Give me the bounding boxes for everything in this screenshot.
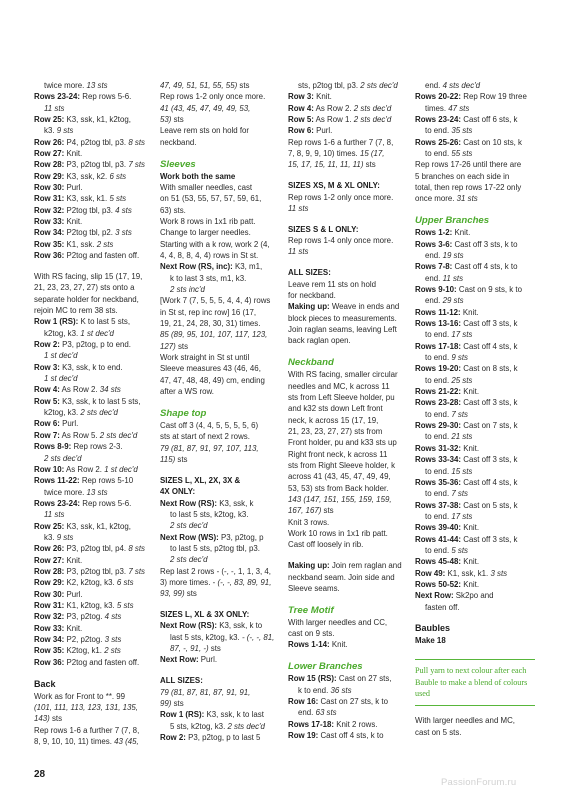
pattern-line: Row 25: K3, ssk, k1, k2tog,	[34, 115, 131, 125]
pattern-line: separate holder for neckband,	[34, 294, 139, 304]
section-heading: Lower Branches	[288, 661, 363, 673]
pattern-line: 19, 21, 24, 28, 30, 31) times.	[160, 319, 261, 329]
pattern-line: Row 30: Purl.	[34, 183, 83, 193]
pattern-line: Row 27: Knit.	[34, 555, 83, 565]
pattern-line: neck, k across 15 (17, 19,	[288, 415, 379, 425]
pattern-line: Making up: Join rem raglan and	[288, 561, 402, 571]
pattern-line: to end. 9 sts	[425, 353, 468, 363]
pattern-line: 2 sts inc'd	[170, 285, 205, 294]
pattern-line: 127) sts	[160, 341, 189, 351]
pattern-line: Rows 11-12: Knit.	[415, 307, 479, 317]
spacer	[288, 171, 403, 181]
pattern-line: end. 63 sts	[298, 708, 337, 718]
pattern-line: Next Row (RS): K3, ssk, k to	[160, 621, 263, 631]
pattern-line: Row 19: Cast off 4 sts, k to	[288, 731, 384, 740]
pattern-line: Leave rem 11 sts on hold	[288, 279, 377, 289]
pattern-line: Row 36: P2tog and fasten off.	[34, 251, 140, 261]
pattern-line: Row 15 (RS): Cast on 27 sts,	[288, 674, 392, 684]
spacer	[160, 148, 275, 158]
pattern-line: Sleeve seams.	[288, 583, 340, 593]
pattern-line: Row 29: K3, ssk, k2. 6 sts	[34, 171, 127, 181]
pattern-line: Next Row: Purl.	[160, 655, 218, 665]
pattern-line: ALL SIZES:	[288, 268, 331, 278]
pattern-line: 87, -, 91, -) sts	[170, 644, 221, 654]
spacer	[415, 205, 535, 215]
pattern-line: SIZES L, XL & 3X ONLY:	[160, 610, 250, 620]
pattern-line: 11 sts	[44, 103, 65, 113]
column-3	[288, 80, 403, 741]
pattern-line: Work both the same	[160, 171, 236, 181]
pattern-line: Row 32: P2tog tbl, p3. 4 sts	[34, 205, 132, 215]
spacer	[288, 347, 403, 357]
pattern-line: Row 5: As Row 1. 2 sts dec'd	[288, 115, 392, 125]
pattern-line: Work 8 rows in 1x1 rib patt.	[160, 216, 256, 226]
pattern-line: Rows 19-20: Cast on 8 sts, k	[415, 364, 518, 374]
spacer	[288, 651, 403, 661]
pattern-line: 11 sts	[288, 203, 309, 213]
spacer	[34, 668, 146, 678]
pattern-line: k to end. 36 sts	[298, 685, 352, 695]
spacer	[34, 262, 146, 272]
pattern-line: Rows 17-18: Cast off 4 sts, k	[415, 341, 518, 351]
spacer	[160, 397, 275, 407]
pattern-line: 85 (89, 95, 101, 107, 117, 123,	[160, 330, 268, 340]
pattern-line: Join raglan seams, leaving Left	[288, 325, 397, 335]
spacer	[160, 666, 275, 676]
pattern-line: 53, 53) sts from Back holder.	[288, 483, 389, 493]
pattern-line: Rows 13-16: Cast off 3 sts, k	[415, 319, 518, 329]
pattern-line: Row 4: As Row 2. 2 sts dec'd	[288, 103, 392, 113]
pattern-line: 8, 9, 10, 10, 11) times. 43 (45,	[34, 736, 139, 746]
pattern-line: Making up: Weave in ends and	[288, 302, 400, 312]
pattern-line: for neckband.	[288, 291, 336, 300]
pattern-line: 4X ONLY:	[160, 487, 196, 497]
pattern-line: end. 11 sts	[425, 273, 464, 283]
pattern-line: Row 5: K3, ssk, k to last 5 sts,	[34, 396, 141, 406]
pattern-line: Rows 25-26: Cast on 10 sts, k	[415, 137, 523, 147]
pattern-line: to end. 15 sts	[425, 466, 473, 476]
pattern-line: sts from Left Sleeve holder, pu	[288, 392, 395, 402]
pattern-line: 3) more times. - (-, -, 83, 89, 91,	[160, 577, 272, 587]
pattern-line: Next Row (RS, inc): K3, m1,	[160, 262, 263, 272]
pattern-line: Row 1 (RS): K to last 5 sts,	[34, 317, 131, 327]
pattern-line: Row 36: P2tog and fasten off.	[34, 657, 140, 667]
pattern-line: Rows 37-38: Cast on 5 sts, k	[415, 500, 518, 510]
tip-box: Pull yarn to next colour after each Bauble to make a blend of colours used	[415, 659, 535, 706]
spacer	[415, 613, 535, 623]
pattern-line: across 41 (43, 45, 47, 49, 49,	[288, 472, 391, 482]
pattern-line: Rows 39-40: Knit.	[415, 523, 480, 533]
pattern-line: Row 3: Knit.	[288, 92, 332, 102]
column-2	[160, 80, 275, 743]
pattern-line: 41 (43, 45, 47, 49, 49, 53,	[160, 103, 251, 113]
pattern-line: Knit 3 rows.	[288, 517, 330, 527]
watermark: PassionForum.ru	[441, 777, 517, 788]
pattern-line: Row 49: K1, ssk, k1. 3 sts	[415, 568, 508, 578]
pattern-line: total, then rep rows 17-22 only	[415, 183, 522, 193]
pattern-line: Rows 20-22: Rep Row 19 three	[415, 92, 527, 102]
pattern-line: (101, 111, 113, 123, 131, 135,	[34, 702, 138, 712]
pattern-line: once more. 31 sts	[415, 194, 478, 204]
pattern-line: Rep rows 1-2 only once more.	[160, 92, 266, 102]
pattern-line: 1 st dec'd	[44, 351, 78, 361]
spacer	[288, 258, 403, 268]
pattern-line: sts from Right Sleeve holder, k	[288, 460, 396, 470]
pattern-line: Row 33: Knit.	[34, 217, 83, 227]
pattern-line: 79 (81, 87, 91, 97, 107, 113,	[160, 443, 259, 453]
pattern-line: Row 27: Knit.	[34, 149, 83, 159]
pattern-line: Row 1 (RS): K3, ssk, k to last	[160, 710, 264, 720]
spacer	[160, 600, 275, 610]
pattern-line: [Work 7 (7, 5, 5, 5, 4, 4, 4) rows	[160, 296, 271, 306]
pattern-line: With RS facing, smaller circular	[288, 370, 398, 380]
pattern-line: k2tog, k3. 2 sts dec'd	[44, 408, 118, 418]
column-4	[415, 80, 535, 738]
pattern-line: Rows 31-32: Knit.	[415, 443, 480, 453]
pattern-line: ALL SIZES:	[160, 676, 203, 686]
pattern-line: k3. 9 sts	[44, 532, 74, 542]
pattern-line: Rows 11-22: Rep rows 5-10	[34, 476, 134, 486]
pattern-line: cast on 9 sts.	[288, 629, 335, 639]
pattern-line: 21, 23, 23, 27, 27) sts from	[288, 426, 383, 436]
pattern-line: Rep rows 1-6 a further 7 (7, 8,	[34, 725, 140, 735]
pattern-line: to end. 21 sts	[425, 432, 473, 442]
pattern-line: Row 34: P2tog tbl, p2. 3 sts	[34, 228, 132, 238]
pattern-line: Row 30: Purl.	[34, 589, 83, 599]
pattern-line: Next Row: Sk2po and	[415, 591, 494, 601]
pattern-line: 5 branches on each side in	[415, 171, 510, 181]
pattern-line: Row 6: Purl.	[288, 126, 333, 136]
pattern-line: Rows 23-24: Rep rows 5-6.	[34, 498, 132, 508]
pattern-line: Row 26: P4, p2tog tbl, p3. 8 sts	[34, 137, 145, 147]
pattern-line: SIZES XS, M & XL ONLY:	[288, 181, 380, 191]
pattern-line: 115) sts	[160, 454, 188, 464]
pattern-line: sts, p2tog tbl, p3. 2 sts dec'd	[298, 81, 398, 90]
pattern-line: back raglan open.	[288, 336, 351, 346]
pattern-line: 15, 17, 15, 11, 11, 11) sts	[288, 160, 376, 170]
pattern-line: cast on 5 sts.	[415, 727, 462, 737]
pattern-line: Rows 45-48: Knit.	[415, 557, 480, 567]
pattern-line: With smaller needles, cast	[160, 182, 253, 192]
pattern-line: Row 32: P3, p2tog. 4 sts	[34, 612, 122, 622]
pattern-line: Rows 1-14: Knit.	[288, 640, 348, 650]
pattern-line: last 5 sts, k2tog, k3. - (-, -, 81,	[170, 632, 275, 642]
pattern-line: in St st, rep inc row] 16 (17,	[160, 307, 257, 317]
spacer	[288, 551, 403, 561]
pattern-line: Work as for Front to **. 99	[34, 691, 126, 701]
pattern-line: 99) sts	[160, 699, 184, 708]
pattern-line: block pieces to measurements.	[288, 313, 397, 323]
pattern-line: times. 47 sts	[425, 103, 470, 113]
pattern-line: 5 sts, k2tog, k3. 2 sts dec'd	[170, 721, 265, 731]
pattern-line: to last 5 sts, p2tog tbl, p3.	[170, 543, 260, 553]
pattern-line: 47, 49, 51, 51, 55, 55) sts	[160, 81, 250, 90]
pattern-line: Rows 23-28: Cast off 3 sts, k	[415, 398, 518, 408]
pattern-line: 143) sts	[34, 714, 63, 724]
pattern-line: 11 sts	[288, 247, 309, 257]
pattern-line: to last 5 sts, k2tog, k3.	[170, 509, 249, 519]
pattern-line: 2 sts dec'd	[170, 521, 208, 531]
pattern-line: Row 10: As Row 2. 1 st dec'd	[34, 464, 138, 474]
pattern-line: end. 19 sts	[425, 250, 464, 260]
pattern-line: Cast off loosely in rib.	[288, 540, 364, 550]
spacer	[415, 647, 535, 657]
pattern-line: Rows 29-30: Cast on 7 sts, k	[415, 421, 518, 431]
pattern-line: Rows 8-9: Rep rows 2-3.	[34, 442, 123, 452]
pattern-line: Rows 1-2: Knit.	[415, 228, 471, 238]
pattern-line: Rows 50-52: Knit.	[415, 579, 480, 589]
pattern-line: Rows 33-34: Cast off 3 sts, k	[415, 455, 518, 465]
section-heading: Shape top	[160, 407, 207, 419]
pattern-line: With larger needles and MC,	[415, 716, 515, 726]
pattern-line: Row 2: P3, p2tog, p to last 5	[160, 733, 261, 743]
pattern-line: 2 sts dec'd	[170, 555, 208, 565]
pattern-line: Row 31: K1, k2tog, k3. 5 sts	[34, 600, 134, 610]
pattern-line: Rows 21-22: Knit.	[415, 387, 480, 397]
pattern-line: end. 4 sts dec'd	[425, 81, 481, 90]
column-1	[34, 80, 146, 747]
pattern-line: 1 st dec'd	[44, 374, 78, 384]
pattern-line: 21, 23, 23, 27, 27) sts onto a	[34, 283, 135, 293]
pattern-line: Row 16: Cast on 27 sts, k to	[288, 696, 388, 706]
pattern-line: twice more. 13 sts	[44, 81, 108, 90]
pattern-line: end. 29 sts	[425, 296, 464, 306]
pattern-line: Row 33: Knit.	[34, 623, 83, 633]
pattern-line: Row 29: K2, k2tog, k3. 6 sts	[34, 578, 134, 588]
pattern-line: Next Row (RS): K3, ssk, k	[160, 498, 254, 508]
pattern-line: Rows 9-10: Cast on 9 sts, k to	[415, 285, 523, 294]
section-heading: Baubles	[415, 623, 451, 634]
pattern-line: fasten off.	[425, 602, 460, 612]
pattern-line: Row 7: As Row 5. 2 sts dec'd	[34, 430, 138, 440]
pattern-line: Rep rows 1-6 a further 7 (7, 8,	[288, 137, 394, 147]
pattern-line: after a WS row.	[160, 387, 214, 397]
pattern-line: to end. 35 sts	[425, 126, 473, 136]
pattern-line: Row 4: As Row 2. 34 sts	[34, 385, 121, 395]
section-heading: Upper Branches	[415, 215, 490, 227]
pattern-line: k to last 3 sts, m1, k3.	[170, 273, 247, 283]
pattern-line: With RS facing, slip 15 (17, 19,	[34, 272, 143, 281]
pattern-line: to end. 7 sts	[425, 489, 468, 499]
pattern-line: Row 3: K3, ssk, k to end.	[34, 362, 123, 372]
pattern-line: 4, 4, 8, 8, 4, 4) rows in St st.	[160, 250, 259, 260]
pattern-line: Row 31: K3, ssk, k1. 5 sts	[34, 194, 127, 204]
pattern-line: Rep rows 1-4 only once more.	[288, 236, 394, 246]
pattern-line: Rows 35-36: Cast off 4 sts, k	[415, 477, 518, 487]
page-number: 28	[34, 769, 46, 780]
pattern-line: Work 10 rows in 1x1 rib patt.	[288, 529, 388, 539]
pattern-line: Right front neck, k across 11	[288, 449, 388, 459]
pattern-line: Rows 23-24: Rep rows 5-6.	[34, 92, 132, 102]
pattern-line: to end. 7 sts	[425, 409, 468, 419]
spacer	[415, 706, 535, 716]
pattern-line: Rows 3-6: Cast off 3 sts, k to	[415, 239, 518, 249]
pattern-line: 53) sts	[160, 115, 184, 125]
pattern-line: Row 28: P3, p2tog tbl, p3. 7 sts	[34, 566, 145, 576]
pattern-line: Row 35: K1, ssk. 2 sts	[34, 239, 114, 249]
pattern-line: k3. 9 sts	[44, 126, 74, 136]
pattern-line: 7, 8, 9, 9, 10) times. 15 (17,	[288, 149, 385, 159]
pattern-line: 63) sts.	[160, 205, 186, 215]
pattern-line: to end. 17 sts	[425, 511, 473, 521]
pattern-line: Row 35: K2tog, k1. 2 sts	[34, 646, 121, 656]
pattern-line: Rows 41-44: Cast off 3 sts, k	[415, 534, 518, 544]
pattern-line: to end. 55 sts	[425, 149, 473, 159]
pattern-line: Rep rows 1-2 only once more.	[288, 192, 394, 202]
pattern-line: SIZES L, XL, 2X, 3X &	[160, 475, 241, 485]
pattern-line: Row 6: Purl.	[34, 419, 79, 429]
spacer	[288, 594, 403, 604]
pattern-line: Row 28: P3, p2tog tbl, p3. 7 sts	[34, 160, 145, 170]
pattern-line: neckband.	[160, 137, 197, 147]
pattern-line: Row 34: P2, p2tog. 3 sts	[34, 635, 122, 644]
pattern-line: to end. 5 sts	[425, 545, 468, 555]
pattern-line: rejoin MC to rem 38 sts.	[34, 306, 118, 316]
spacer	[288, 214, 403, 224]
pattern-line: neckband seam. Join side and	[288, 572, 395, 582]
pattern-line: k2tog, k3. 1 st dec'd	[44, 328, 114, 338]
pattern-line: SIZES S & L ONLY:	[288, 224, 359, 234]
pattern-line: Cast off 3 (4, 4, 5, 5, 5, 5, 6)	[160, 420, 259, 430]
section-heading: Sleeves	[160, 158, 196, 170]
pattern-line: Starting with a k row, work 2 (4,	[160, 239, 270, 249]
pattern-line: twice more. 13 sts	[44, 487, 108, 497]
pattern-line: 2 sts dec'd	[44, 453, 82, 463]
pattern-line: Rows 23-24: Cast off 6 sts, k	[415, 115, 518, 125]
pattern-line: Rep last 2 rows - (-, -, 1, 1, 3, 4,	[160, 566, 271, 576]
pattern-line: Row 2: P3, p2tog, p to end.	[34, 340, 131, 350]
pattern-line: Leave rem sts on hold for	[160, 126, 250, 136]
pattern-line: 167, 167) sts	[288, 506, 334, 516]
pattern-line: Change to larger needles.	[160, 228, 251, 238]
pattern-line: 11 sts	[44, 510, 65, 520]
pattern-line: Next Row (WS): P3, p2tog, p	[160, 532, 264, 542]
pattern-line: to end. 25 sts	[425, 375, 473, 385]
pattern-line: on 51 (53, 55, 57, 57, 59, 61,	[160, 194, 262, 204]
spacer	[160, 465, 275, 475]
pattern-line: With larger needles and CC,	[288, 617, 388, 627]
pattern-line: 93, 99) sts	[160, 589, 197, 599]
pattern-line: Work straight in St st until	[160, 353, 250, 363]
pattern-line: Front holder, pu and k33 sts up	[288, 438, 397, 448]
section-heading: Neckband	[288, 357, 334, 369]
pattern-line: 47, 47, 48, 48, 49) cm, ending	[160, 375, 265, 385]
pattern-line: sts at start of next 2 rows.	[160, 432, 250, 442]
pattern-line: Row 26: P3, p2tog tbl, p4. 8 sts	[34, 544, 145, 554]
section-heading: Back	[34, 678, 56, 689]
pattern-line: Make 18	[415, 636, 446, 646]
pattern-line: Sleeve measures 43 (46, 46,	[160, 364, 261, 374]
pattern-line: 143 (147, 151, 155, 159, 159,	[288, 495, 392, 504]
pattern-line: Rows 7-8: Cast off 4 sts, k to	[415, 262, 518, 272]
pattern-line: Row 25: K3, ssk, k1, k2tog,	[34, 521, 131, 531]
pattern-line: to end. 17 sts	[425, 330, 473, 340]
pattern-line: needles and MC, k across 11	[288, 381, 390, 391]
pattern-line: Rep rows 17-26 until there are	[415, 160, 522, 170]
pattern-line: and k32 sts down Left front	[288, 404, 383, 414]
pattern-line: 79 (81, 87, 81, 87, 91, 91,	[160, 687, 251, 697]
section-heading: Tree Motif	[288, 604, 334, 616]
pattern-line: Rows 17-18: Knit 2 rows.	[288, 719, 378, 729]
